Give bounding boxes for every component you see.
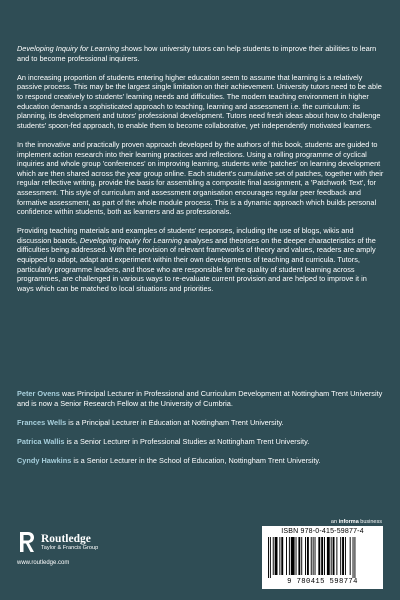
barcode-bar: [268, 537, 269, 578]
barcode-bar: [342, 537, 344, 575]
publisher-logo: [17, 530, 137, 554]
author-bio-text: is a Senior Lecturer in the School of Education, Nottingham Trent University.: [71, 456, 321, 466]
blurb-text: shows how university tutors can help students to improve their abilities to learn and to become professional inquirers.: [17, 44, 377, 63]
informa-tagline: [282, 519, 382, 525]
barcode-bar: [333, 537, 335, 575]
blurb-paragraph-3: In the innovative and practically proven approach developed by the authors of this book, students are guided to implement action research into their learning practices and reflections. Using a rolling programme of cyclical inquiries and whole group 'conferences' on improving learning, students write 'patches' on learning development which are then shared across the year group online. Each student's cumulative set of patches, together with their regular reflective writing, provide the basis for assembling a composite final assignment, a 'Patchwork Text', for assessment. This style of curriculum and assessment organisation encourages regular peer feedback and formative assessment, as part of the whole module process. This is a dynamic approach which builds personal confidence within students, both as learners and as professionals.: [17, 139, 384, 217]
barcode-bar: [286, 537, 287, 575]
informa-brand: informa: [338, 519, 359, 525]
isbn-text: ISBN 978-0-415-59877-4: [281, 528, 364, 535]
publisher-logo-text: [41, 533, 98, 552]
author-bio-text: is a Principal Lecturer in Education at Nottingham Trent University.: [66, 417, 284, 427]
blurb-text: Providing teaching materials and examples of students' responses, including the use of blogs, wikis and discussion boards,: [17, 226, 354, 245]
barcode-bar: [324, 537, 325, 575]
barcode-bar: [298, 537, 300, 575]
barcode-bar: [311, 537, 312, 575]
publisher-website[interactable]: www.routledge.com: [17, 560, 70, 566]
barcode-bar: [340, 537, 341, 575]
barcode-bar: [270, 537, 271, 578]
barcode-digits: 9 780415 598774: [287, 578, 358, 586]
barcode-bar: [313, 537, 314, 575]
barcode-bar: [305, 537, 306, 575]
book-title-italic: Developing Inquiry for Learning: [79, 235, 182, 245]
isbn-barcode: [262, 526, 383, 589]
barcode-bar: [281, 537, 283, 575]
author-bio-text: was Principal Lecturer in Professional and Curriculum Development at Nottingham Trent University and is now a Senior Research Fellow at the University of Cumbria.: [17, 389, 383, 408]
barcode-bar: [336, 537, 337, 575]
blurb-paragraph-1: [17, 44, 385, 63]
barcode-bar: [345, 537, 346, 575]
author-name: Patrica Wallis: [17, 436, 65, 446]
routledge-logo-icon: [17, 530, 37, 554]
book-title-italic: Developing Inquiry for Learning: [17, 44, 120, 53]
barcode-bar: [354, 537, 355, 578]
barcode-bar: [331, 537, 332, 575]
barcode-bar: [301, 537, 302, 575]
publisher-group: Taylor & Francis Group: [41, 544, 99, 551]
barcode-bar: [296, 537, 297, 575]
author-bio-text: is a Senior Lecturer in Professional Studies at Nottingham Trent University.: [64, 436, 310, 446]
barcode-bar: [307, 537, 309, 575]
barcode-bar: [315, 537, 316, 575]
blurb-paragraph-4: [17, 226, 385, 293]
author-bios: [17, 389, 385, 475]
informa-suffix: business: [358, 519, 382, 525]
author-name: Frances Wells: [17, 417, 67, 427]
author-bio: [17, 418, 385, 428]
blurb-text: analyses and theorises on the deeper characteristics of the difficulties being addressed. With the provision of relevant frameworks of theory and values, readers are amply equipped to adopt, adapt and experiment within their own developments of teaching and curricula. Tutors, particularly programme leaders, and those who are responsible for the quality of student learning across programmes, are challenged in various ways to re-evaluate current provision and are helped to improve it in ways which can be matched to local situations and priorities.: [17, 235, 376, 293]
barcode-bar: [327, 537, 330, 575]
barcode-bar: [289, 537, 290, 575]
barcode-bar: [350, 537, 351, 575]
informa-prefix: an: [330, 519, 339, 525]
author-name: Peter Ovens: [17, 389, 60, 398]
barcode-bar: [318, 537, 320, 575]
barcode-bar: [273, 537, 274, 575]
author-name: Cyndy Hawkins: [17, 456, 72, 466]
barcode-bars: [266, 537, 379, 578]
author-bio: [17, 456, 385, 466]
barcode-bar: [275, 537, 278, 575]
barcode-bar: [291, 537, 295, 575]
author-bio: [17, 437, 385, 447]
publisher-name: Routledge: [41, 532, 91, 545]
publisher-block: [17, 530, 137, 566]
blurb-paragraph-2: An increasing proportion of students entering higher education seem to assume that learning is a relatively passive process. This may be the largest single limitation on their achievement. University tutors need to be able to respond creatively to students' learning needs and difficulties. The modern teaching environment in higher education demands a sophisticated approach to teaching, learning and assessment i.e. the curriculum: its planning, its development and tutors' professional development. Tutors need fresh ideas about how to challenge students' spoon-fed approach, to enable them to become collaborative, yet independently motivated learners.: [17, 72, 382, 130]
author-bio: [17, 389, 385, 408]
back-cover-blurb: [17, 44, 385, 303]
barcode-bar: [353, 537, 354, 578]
barcode-bar: [279, 537, 280, 575]
barcode-bar: [321, 537, 323, 575]
